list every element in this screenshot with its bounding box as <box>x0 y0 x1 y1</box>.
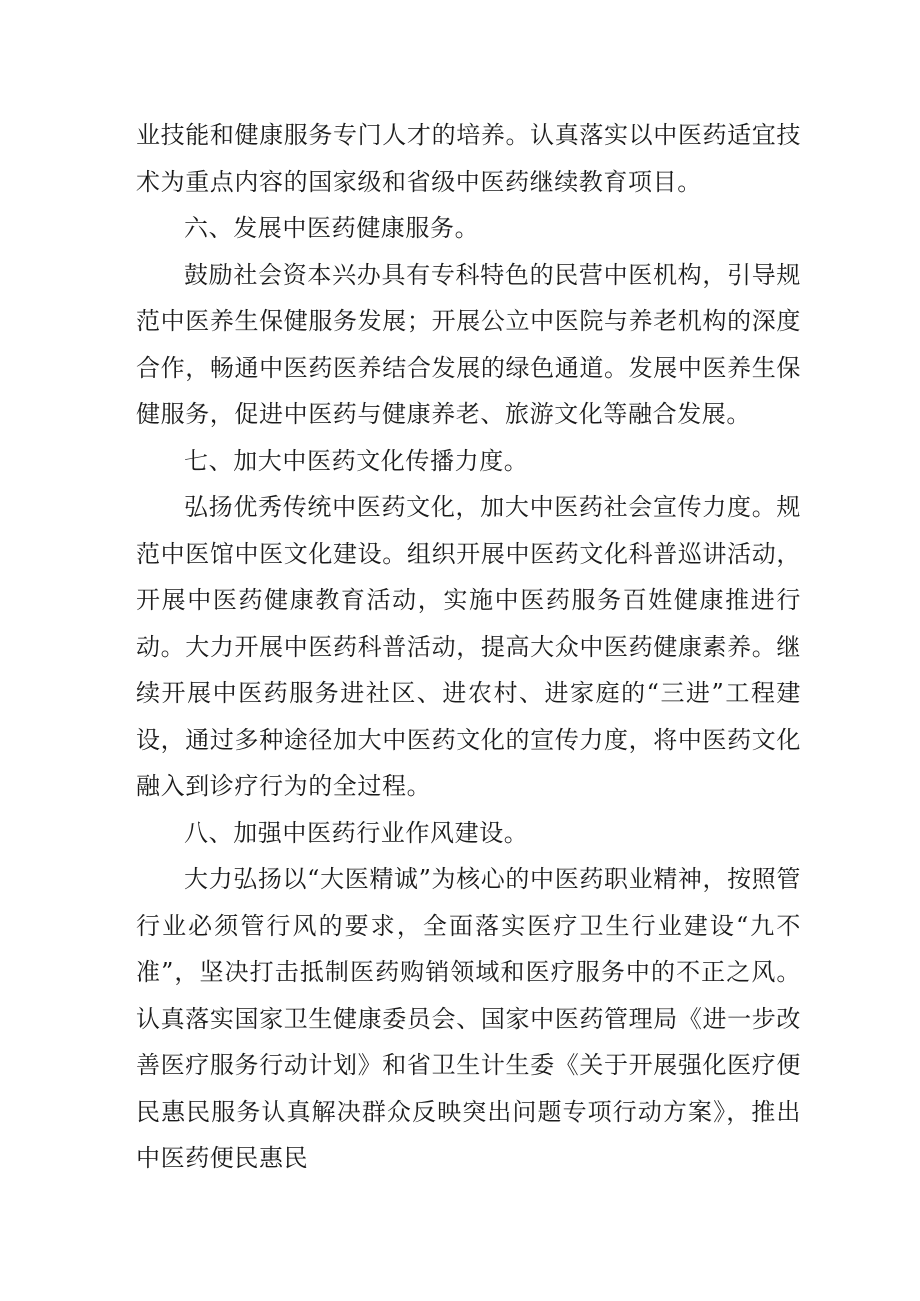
paragraph-culture-promotion: 弘扬优秀传统中医药文化，加大中医药社会宣传力度。规范中医馆中医文化建设。组织开展中医药文化科普巡讲活动，开展中医药健康教育活动，实施中医药服务百姓健康推进行动。大力开展中医药科普活动，提高大众中医药健康素养。继续开展中医药服务进社区、进农村、进家庭的“三进”工程建设，通过多种途径加大中医药文化的宣传力度，将中医药文化融入到诊疗行为的全过程。 <box>136 493 801 800</box>
document-body <box>136 112 801 1182</box>
paragraph-industry-conduct: 大力弘扬以“大医精诚”为核心的中医药职业精神，按照管行业必须管行风的要求，全面落实医疗卫生行业建设“九不准”，坚决打击抵制医药购销领域和医疗服务中的不正之风。认真落实国家卫生健康委员会、国家中医药管理局《进一步改善医疗服务行动计划》和省卫生计生委《关于开展强化医疗便民惠民服务认真解决群众反映突出问题专项行动方案》，推出中医药便民惠民 <box>136 865 801 1172</box>
section-heading-8: 八、加强中医药行业作风建设。 <box>184 818 529 847</box>
section-heading-6: 六、发展中医药健康服务。 <box>184 214 480 242</box>
paragraph-continuation: 业技能和健康服务专门人才的培养。认真落实以中医药适宜技术为重点内容的国家级和省级中医药继续教育项目。 <box>136 121 801 196</box>
paragraph-health-services: 鼓励社会资本兴办具有专科特色的民营中医机构，引导规范中医养生保健服务发展；开展公立中医院与养老机构的深度合作，畅通中医药医养结合发展的绿色通道。发展中医养生保健服务，促进中医药与健康养老、旅游文化等融合发展。 <box>136 260 801 428</box>
section-heading-7: 七、加大中医药文化传播力度。 <box>184 446 529 475</box>
